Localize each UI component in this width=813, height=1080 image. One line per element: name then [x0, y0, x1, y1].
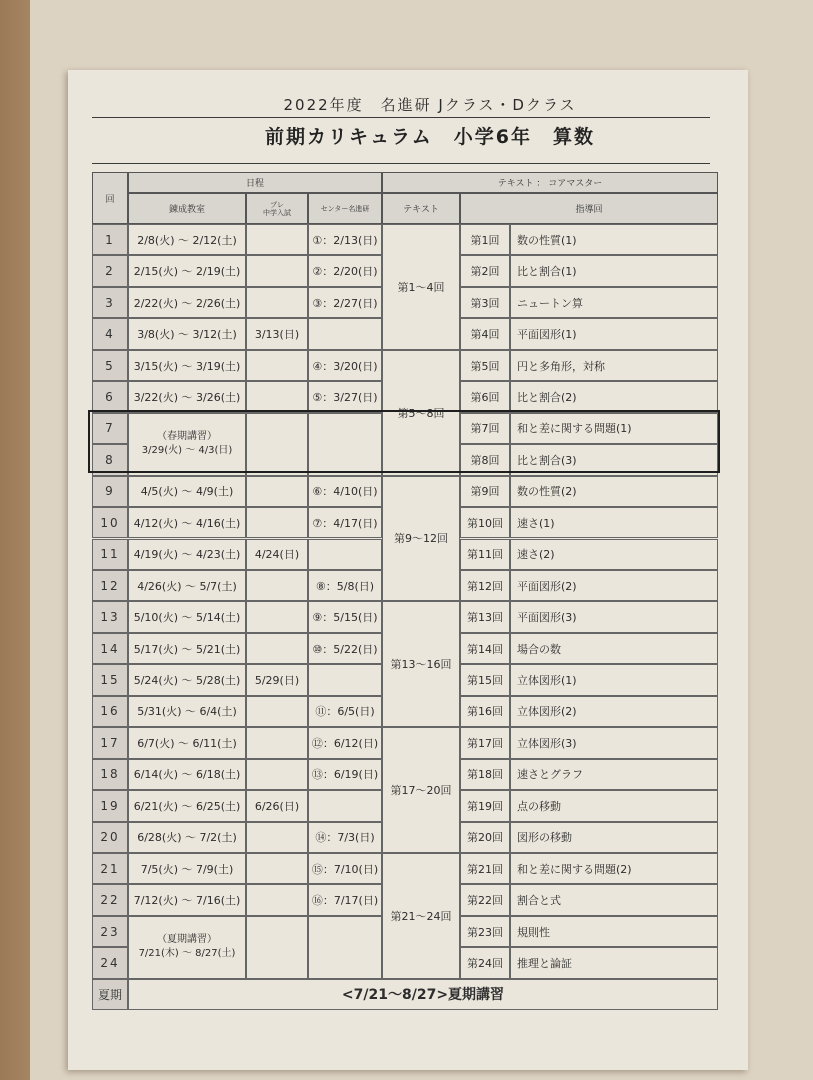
summer-course-label: （夏期講習）: [157, 934, 217, 946]
lesson-topic: 平面図形(1): [510, 318, 718, 349]
header-school: 錬成教室: [128, 193, 246, 224]
school-dates: 5/17(火) ～ 5/21(土): [128, 633, 246, 664]
lesson-number: 第24回: [460, 947, 510, 978]
school-dates: 2/22(火) ～ 2/26(土): [128, 287, 246, 318]
pre-exam-date: 3/13(日): [246, 318, 308, 349]
summer-row-label: 夏期: [92, 979, 128, 1010]
row-number: 15: [92, 664, 128, 695]
spring-course-label: （春期講習）: [157, 431, 217, 443]
lesson-number: 第20回: [460, 822, 510, 853]
center-date: ⑫：6/12(日): [308, 727, 382, 758]
text-range: 第1～4回: [382, 224, 460, 350]
center-date: ⑬：6/19(日): [308, 759, 382, 790]
center-date: ②：2/20(日): [308, 255, 382, 286]
lesson-number: 第17回: [460, 727, 510, 758]
center-date: ⑨：5/15(日): [308, 601, 382, 632]
pre-exam-date: [246, 287, 308, 318]
lesson-topic: 平面図形(2): [510, 570, 718, 601]
row-number: 12: [92, 570, 128, 601]
text-range: 第17～20回: [382, 727, 460, 853]
lesson-topic: 数の性質(1): [510, 224, 718, 255]
center-date: [308, 664, 382, 695]
text-range: 第13～16回: [382, 601, 460, 727]
center-date: [308, 916, 382, 979]
center-date: [308, 790, 382, 821]
school-dates: 3/22(火) ～ 3/26(土): [128, 381, 246, 412]
school-dates: 2/15(火) ～ 2/19(土): [128, 255, 246, 286]
lesson-topic: 比と割合(1): [510, 255, 718, 286]
lesson-topic: 円と多角形，対称: [510, 350, 718, 381]
lesson-number: 第22回: [460, 884, 510, 915]
row-number: 18: [92, 759, 128, 790]
row-number: 5: [92, 350, 128, 381]
school-dates: 4/5(火) ～ 4/9(土): [128, 476, 246, 507]
lesson-topic: ニュートン算: [510, 287, 718, 318]
pre-exam-date: [246, 224, 308, 255]
lesson-topic: 図形の移動: [510, 822, 718, 853]
lesson-topic: 推理と論証: [510, 947, 718, 978]
lesson-number: 第23回: [460, 916, 510, 947]
pre-exam-date: [246, 601, 308, 632]
pre-exam-date: [246, 381, 308, 412]
row-number: 17: [92, 727, 128, 758]
pre-exam-date: [246, 884, 308, 915]
center-date: ⑧：5/8(日): [308, 570, 382, 601]
pre-exam-date: 5/29(日): [246, 664, 308, 695]
lesson-number: 第11回: [460, 539, 510, 570]
header-guide: 指導回: [460, 193, 718, 224]
title-rule-bottom: [92, 163, 710, 164]
pre-exam-date: [246, 476, 308, 507]
pre-exam-date: [246, 727, 308, 758]
header-pre-exam: プレ 中学入試: [246, 193, 308, 224]
row-number: 20: [92, 822, 128, 853]
row-number: 2: [92, 255, 128, 286]
lesson-number: 第6回: [460, 381, 510, 412]
lesson-topic: 和と差に関する問題(1): [510, 413, 718, 444]
document-title: 前期カリキュラム 小学6年 算数: [264, 126, 596, 148]
row-number: 3: [92, 287, 128, 318]
center-date: ③：2/27(日): [308, 287, 382, 318]
pre-exam-date: [246, 413, 308, 476]
lesson-number: 第10回: [460, 507, 510, 538]
school-dates: 6/21(火) ～ 6/25(土): [128, 790, 246, 821]
pre-exam-date: 4/24(日): [246, 539, 308, 570]
lesson-number: 第4回: [460, 318, 510, 349]
center-date: ⑦：4/17(日): [308, 507, 382, 538]
lesson-number: 第14回: [460, 633, 510, 664]
text-range: 第9～12回: [382, 476, 460, 602]
pre-exam-date: [246, 916, 308, 979]
lesson-topic: 場合の数: [510, 633, 718, 664]
school-dates: 6/7(火) ～ 6/11(土): [128, 727, 246, 758]
lesson-topic: 点の移動: [510, 790, 718, 821]
center-date: ⑭：7/3(日): [308, 822, 382, 853]
row-number: 14: [92, 633, 128, 664]
lesson-topic: 平面図形(3): [510, 601, 718, 632]
center-date: [308, 413, 382, 476]
lesson-topic: 立体図形(2): [510, 696, 718, 727]
school-dates: 7/5(火) ～ 7/9(土): [128, 853, 246, 884]
school-dates: 5/24(火) ～ 5/28(土): [128, 664, 246, 695]
row-number: 24: [92, 947, 128, 978]
school-dates: 3/15(火) ～ 3/19(土): [128, 350, 246, 381]
lesson-number: 第2回: [460, 255, 510, 286]
pre-exam-date: [246, 853, 308, 884]
lesson-topic: 速さとグラフ: [510, 759, 718, 790]
lesson-topic: 比と割合(3): [510, 444, 718, 475]
row-number: 21: [92, 853, 128, 884]
lesson-topic: 比と割合(2): [510, 381, 718, 412]
row-number: 6: [92, 381, 128, 412]
text-range: 第5～8回: [382, 350, 460, 476]
center-date: ⑩：5/22(日): [308, 633, 382, 664]
center-date: [308, 318, 382, 349]
pre-exam-date: [246, 570, 308, 601]
school-dates: 4/26(火) ～ 5/7(土): [128, 570, 246, 601]
row-number: 11: [92, 539, 128, 570]
lesson-topic: 規則性: [510, 916, 718, 947]
school-dates: 2/8(火) ～ 2/12(土): [128, 224, 246, 255]
pre-exam-date: [246, 633, 308, 664]
row-number: 8: [92, 444, 128, 475]
row-number: 10: [92, 507, 128, 538]
school-dates: 5/31(火) ～ 6/4(土): [128, 696, 246, 727]
lesson-number: 第5回: [460, 350, 510, 381]
header-text-group: テキスト ： コアマスター: [382, 172, 718, 193]
pre-exam-date: [246, 759, 308, 790]
center-date: ⑮：7/10(日): [308, 853, 382, 884]
row-number: 9: [92, 476, 128, 507]
lesson-number: 第12回: [460, 570, 510, 601]
lesson-number: 第19回: [460, 790, 510, 821]
lesson-number: 第21回: [460, 853, 510, 884]
header-center: センター名進研: [308, 193, 382, 224]
lesson-topic: 速さ(1): [510, 507, 718, 538]
row-number: 13: [92, 601, 128, 632]
row-number: 4: [92, 318, 128, 349]
lesson-number: 第3回: [460, 287, 510, 318]
center-date: [308, 539, 382, 570]
header-schedule: 日程: [128, 172, 382, 193]
lesson-number: 第15回: [460, 664, 510, 695]
lesson-number: 第1回: [460, 224, 510, 255]
school-dates: 6/28(火) ～ 7/2(土): [128, 822, 246, 853]
row-number: 19: [92, 790, 128, 821]
lesson-topic: 割合と式: [510, 884, 718, 915]
spring-course-dates: [128, 413, 246, 476]
summer-course-dates: [128, 916, 246, 979]
lesson-topic: 立体図形(3): [510, 727, 718, 758]
center-date: ⑯：7/17(日): [308, 884, 382, 915]
lesson-number: 第8回: [460, 444, 510, 475]
center-date: ⑤：3/27(日): [308, 381, 382, 412]
pre-exam-date: [246, 822, 308, 853]
text-range: 第21～24回: [382, 853, 460, 979]
row-number: 16: [92, 696, 128, 727]
summer-row-text: <7/21～8/27>夏期講習: [128, 979, 718, 1010]
school-dates: 6/14(火) ～ 6/18(土): [128, 759, 246, 790]
pre-exam-date: [246, 350, 308, 381]
row-number: 1: [92, 224, 128, 255]
lesson-topic: 速さ(2): [510, 539, 718, 570]
center-date: ⑪：6/5(日): [308, 696, 382, 727]
school-dates: 5/10(火) ～ 5/14(土): [128, 601, 246, 632]
row-number: 23: [92, 916, 128, 947]
lesson-number: 第13回: [460, 601, 510, 632]
school-dates: 7/12(火) ～ 7/16(土): [128, 884, 246, 915]
center-date: ①：2/13(日): [308, 224, 382, 255]
summer-course-range: 7/21(木) ～ 8/27(土): [138, 948, 236, 960]
school-dates: 4/12(火) ～ 4/16(土): [128, 507, 246, 538]
pre-exam-date: 6/26(日): [246, 790, 308, 821]
school-dates: 4/19(火) ～ 4/23(土): [128, 539, 246, 570]
document-subtitle: 2022年度 名進研 Jクラス・Dクラス: [283, 96, 577, 114]
row-number: 7: [92, 413, 128, 444]
spring-course-range: 3/29(火) ～ 4/3(日): [141, 445, 233, 457]
lesson-number: 第18回: [460, 759, 510, 790]
row-number: 22: [92, 884, 128, 915]
lesson-number: 第7回: [460, 413, 510, 444]
pre-exam-date: [246, 255, 308, 286]
center-date: ⑥：4/10(日): [308, 476, 382, 507]
lesson-topic: 数の性質(2): [510, 476, 718, 507]
lesson-number: 第9回: [460, 476, 510, 507]
school-dates: 3/8(火) ～ 3/12(土): [128, 318, 246, 349]
lesson-topic: 立体図形(1): [510, 664, 718, 695]
lesson-number: 第16回: [460, 696, 510, 727]
header-text: テキスト: [382, 193, 460, 224]
pre-exam-date: [246, 507, 308, 538]
center-date: ④：3/20(日): [308, 350, 382, 381]
pre-exam-date: [246, 696, 308, 727]
lesson-topic: 和と差に関する問題(2): [510, 853, 718, 884]
header-kai: 回: [92, 172, 128, 224]
title-rule-top: [92, 117, 710, 118]
